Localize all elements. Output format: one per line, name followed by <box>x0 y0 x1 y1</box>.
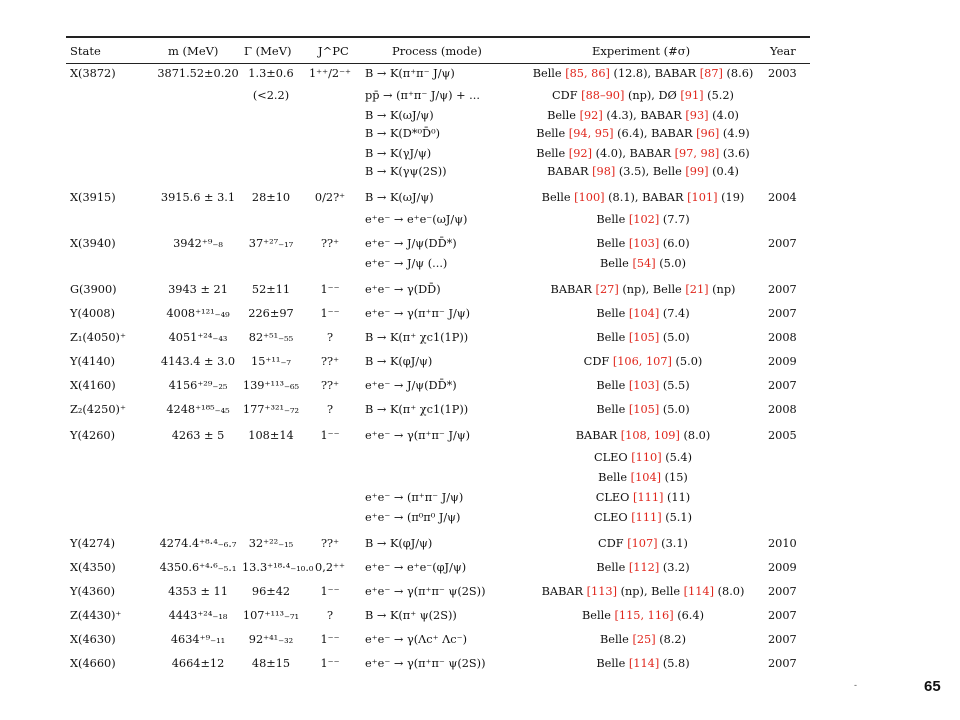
cell-mass <box>154 212 242 228</box>
cell-state: X(3872) <box>70 67 116 80</box>
cell-mass <box>154 450 242 466</box>
cell-experiment: CLEO [111] (11) <box>595 491 691 504</box>
cell-width <box>242 470 300 486</box>
cell-width <box>242 146 300 162</box>
cell-experiment: Belle [104] (7.4) <box>596 307 690 320</box>
cell-process: e⁺e⁻ → e⁺e⁻(ωJ/ψ) <box>365 213 468 226</box>
header-experiment: Experiment (#σ) <box>592 44 691 58</box>
cell-mass: 3871.52±0.20 <box>157 67 239 80</box>
cell-width <box>242 450 300 466</box>
cell-process: pp̄ → (π⁺π⁻ J/ψ) + ... <box>365 89 480 102</box>
cell-experiment: Belle [115, 116] (6.4) <box>582 609 704 622</box>
header-rule <box>66 63 810 64</box>
cell-mass: 4263 ± 5 <box>171 429 225 442</box>
cell-process: B → K(γJ/ψ) <box>365 147 432 160</box>
cell-process: e⁺e⁻ → γ(π⁺π⁻ J/ψ) <box>365 307 471 320</box>
cell-jpc <box>300 108 360 124</box>
cell-width <box>242 256 300 272</box>
cell-process: B → K(π⁺ χc1(1P)) <box>365 403 469 416</box>
cell-experiment: Belle [92] (4.3), BABAR [93] (4.0) <box>547 109 739 122</box>
cell-mass: 4143.4 ± 3.0 <box>160 355 236 368</box>
cell-experiment: BABAR [108, 109] (8.0) <box>575 429 711 442</box>
top-rule <box>66 36 810 38</box>
cell-width: 32⁺²²₋₁₅ <box>248 537 294 550</box>
cell-process: B → K(π⁺π⁻ J/ψ) <box>365 67 455 80</box>
cell-width: 1.3±0.6 <box>248 67 294 80</box>
cell-jpc <box>300 126 360 142</box>
cell-state: Z(4430)⁺ <box>70 609 122 622</box>
cell-process: B → K(φJ/ψ) <box>365 537 433 550</box>
cell-jpc <box>300 470 360 486</box>
cell-width: 48±15 <box>251 657 291 670</box>
cell-width <box>242 126 300 142</box>
cell-process: e⁺e⁻ → J/ψ(DD̄*) <box>365 379 457 392</box>
cell-year: 2007 <box>768 307 797 320</box>
cell-process: B → K(π⁺ ψ(2S)) <box>365 609 457 622</box>
cell-process: e⁺e⁻ → (π⁺π⁻ J/ψ) <box>365 491 464 504</box>
cell-mass: 4051⁺²⁴₋₄₃ <box>168 331 228 344</box>
cell-experiment: Belle [105] (5.0) <box>596 331 690 344</box>
cell-width: 92⁺⁴¹₋₃₂ <box>248 633 294 646</box>
states-table <box>62 32 810 687</box>
cell-jpc: ??⁺ <box>320 355 340 368</box>
cell-process: e⁺e⁻ → (π⁰π⁰ J/ψ) <box>365 511 461 524</box>
cell-mass: 4274.4⁺⁸·⁴₋₆.₇ <box>159 537 237 550</box>
page-number: 65 <box>924 678 941 695</box>
cell-process: e⁺e⁻ → γ(π⁺π⁻ ψ(2S)) <box>365 657 486 670</box>
cell-jpc: ??⁺ <box>320 379 340 392</box>
cell-mass <box>154 88 242 104</box>
cell-year: 2007 <box>768 283 797 296</box>
cell-mass: 4248⁺¹⁸⁵₋₄₅ <box>166 403 230 416</box>
cell-jpc: ??⁺ <box>320 237 340 250</box>
cell-experiment: CDF [107] (3.1) <box>598 537 688 550</box>
header-process: Process (mode) <box>392 44 482 58</box>
cell-mass <box>154 470 242 486</box>
cell-state: X(4160) <box>70 379 116 392</box>
cell-experiment: Belle [92] (4.0), BABAR [97, 98] (3.6) <box>536 147 750 160</box>
cell-jpc: 1⁻⁻ <box>320 429 340 442</box>
cell-width: 108±14 <box>248 429 294 442</box>
cell-mass <box>154 108 242 124</box>
cell-width: 96±42 <box>251 585 291 598</box>
cell-mass <box>154 126 242 142</box>
cell-jpc: ??⁺ <box>320 537 340 550</box>
cell-width: 226±97 <box>248 307 294 320</box>
cell-state: Y(4274) <box>70 537 116 550</box>
header-mass: m (MeV) <box>168 44 219 58</box>
cell-width <box>242 164 300 180</box>
cell-mass: 4350.6⁺⁴·⁶₋₅.₁ <box>159 561 237 574</box>
cell-year: 2008 <box>768 403 797 416</box>
cell-process: e⁺e⁻ → γ(π⁺π⁻ ψ(2S)) <box>365 585 486 598</box>
cell-process: B → K(ωJ/ψ) <box>365 109 434 122</box>
cell-experiment: Belle [54] (5.0) <box>599 257 687 270</box>
cell-jpc <box>300 450 360 466</box>
cell-experiment: BABAR [27] (np), Belle [21] (np) <box>550 283 736 296</box>
cell-process: B → K(γψ(2S)) <box>365 165 447 178</box>
cell-experiment: Belle [100] (8.1), BABAR [101] (19) <box>541 191 745 204</box>
header-year: Year <box>770 44 796 58</box>
cell-width: 28±10 <box>251 191 291 204</box>
cell-state: X(3940) <box>70 237 116 250</box>
cell-state: Y(4360) <box>70 585 116 598</box>
cell-jpc <box>300 88 360 104</box>
cell-jpc <box>300 212 360 228</box>
cell-state: Z₂(4250)⁺ <box>70 403 126 416</box>
cell-year: 2007 <box>768 237 797 250</box>
cell-jpc: 0/2?⁺ <box>314 191 346 204</box>
cell-width <box>242 212 300 228</box>
cell-width: 15⁺¹¹₋₇ <box>251 355 291 368</box>
cell-experiment: BABAR [98] (3.5), Belle [99] (0.4) <box>547 165 739 178</box>
cell-process: B → K(φJ/ψ) <box>365 355 433 368</box>
cell-state: Z₁(4050)⁺ <box>70 331 126 344</box>
cell-mass: 3943 ± 21 <box>168 283 228 296</box>
cell-jpc <box>300 164 360 180</box>
cell-mass: 3942⁺⁹₋₈ <box>173 237 223 250</box>
cell-width: 139⁺¹¹³₋₆₅ <box>242 379 300 392</box>
cell-jpc <box>300 510 360 526</box>
cell-jpc <box>300 490 360 506</box>
cell-mass: 4156⁺²⁹₋₂₅ <box>168 379 228 392</box>
cell-jpc: 1⁻⁻ <box>320 657 340 670</box>
cell-width: 52±11 <box>251 283 291 296</box>
cell-process: e⁺e⁻ → γ(DD̄) <box>365 283 441 296</box>
cell-year: 2007 <box>768 657 797 670</box>
cell-mass: 4008⁺¹²¹₋₄₉ <box>166 307 230 320</box>
cell-mass <box>154 490 242 506</box>
cell-state: X(4350) <box>70 561 116 574</box>
cell-jpc: 1⁺⁺/2⁻⁺ <box>308 67 352 80</box>
header-width: Γ (MeV) <box>244 44 292 58</box>
cell-width <box>242 108 300 124</box>
page-mark: - <box>854 680 857 690</box>
cell-process: e⁺e⁻ → J/ψ (...) <box>365 257 448 270</box>
cell-experiment: Belle [94, 95] (6.4), BABAR [96] (4.9) <box>536 127 750 140</box>
cell-process: e⁺e⁻ → γ(π⁺π⁻ J/ψ) <box>365 429 471 442</box>
cell-jpc <box>300 256 360 272</box>
cell-jpc: 1⁻⁻ <box>320 307 340 320</box>
cell-experiment: CLEO [110] (5.4) <box>593 451 692 464</box>
cell-year: 2007 <box>768 633 797 646</box>
cell-experiment: Belle [104] (15) <box>598 471 688 484</box>
cell-year: 2008 <box>768 331 797 344</box>
cell-process: B → K(π⁺ χc1(1P)) <box>365 331 469 344</box>
cell-mass: 4443⁺²⁴₋₁₈ <box>168 609 228 622</box>
cell-experiment: Belle [112] (3.2) <box>596 561 690 574</box>
cell-state: G(3900) <box>70 283 117 296</box>
cell-experiment: Belle [85, 86] (12.8), BABAR [87] (8.6) <box>532 67 754 80</box>
cell-process: e⁺e⁻ → e⁺e⁻(φJ/ψ) <box>365 561 467 574</box>
cell-width: (<2.2) <box>252 89 290 102</box>
cell-state: Y(4008) <box>70 307 116 320</box>
cell-width: 177⁺³²¹₋₇₂ <box>242 403 300 416</box>
cell-experiment: CDF [106, 107] (5.0) <box>583 355 703 368</box>
cell-mass <box>154 146 242 162</box>
cell-jpc: 1⁻⁻ <box>320 633 340 646</box>
cell-jpc: 0,2⁺⁺ <box>315 561 345 574</box>
header-state: State <box>70 44 101 58</box>
cell-state: Y(4260) <box>70 429 116 442</box>
cell-year: 2009 <box>768 561 797 574</box>
cell-year: 2009 <box>768 355 797 368</box>
cell-year: 2007 <box>768 379 797 392</box>
cell-jpc: ? <box>326 609 334 622</box>
cell-width: 82⁺⁵¹₋₅₅ <box>248 331 294 344</box>
cell-state: X(3915) <box>70 191 116 204</box>
cell-year: 2004 <box>768 191 797 204</box>
cell-experiment: CLEO [111] (5.1) <box>593 511 692 524</box>
cell-jpc: ? <box>326 403 334 416</box>
cell-mass <box>154 256 242 272</box>
cell-jpc: ? <box>326 331 334 344</box>
cell-mass <box>154 164 242 180</box>
cell-process: B → K(D*⁰D̄⁰) <box>365 127 441 140</box>
cell-experiment: Belle [105] (5.0) <box>596 403 690 416</box>
cell-experiment: Belle [114] (5.8) <box>596 657 690 670</box>
cell-process: e⁺e⁻ → γ(Λc⁺ Λc⁻) <box>365 633 467 646</box>
cell-width: 37⁺²⁷₋₁₇ <box>248 237 294 250</box>
header-jpc: J^PC <box>318 44 349 58</box>
cell-mass: 4664±12 <box>171 657 225 670</box>
cell-experiment: Belle [103] (6.0) <box>596 237 690 250</box>
cell-width <box>242 510 300 526</box>
cell-year: 2007 <box>768 585 797 598</box>
cell-width: 13.3⁺¹⁸·⁴₋₁₀.₀ <box>242 561 314 574</box>
cell-width: 107⁺¹¹³₋₇₁ <box>242 609 300 622</box>
cell-jpc: 1⁻⁻ <box>320 283 340 296</box>
cell-state: X(4630) <box>70 633 116 646</box>
cell-process: B → K(ωJ/ψ) <box>365 191 434 204</box>
cell-experiment: Belle [103] (5.5) <box>596 379 690 392</box>
cell-experiment: Belle [102] (7.7) <box>596 213 690 226</box>
cell-mass: 4353 ± 11 <box>168 585 228 598</box>
cell-year: 2010 <box>768 537 797 550</box>
cell-jpc: 1⁻⁻ <box>320 585 340 598</box>
cell-year: 2007 <box>768 609 797 622</box>
cell-experiment: Belle [25] (8.2) <box>599 633 687 646</box>
cell-year: 2005 <box>768 429 797 442</box>
cell-experiment: CDF [88–90] (np), DØ [91] (5.2) <box>552 89 734 102</box>
cell-experiment: BABAR [113] (np), Belle [114] (8.0) <box>541 585 745 598</box>
cell-mass <box>154 510 242 526</box>
cell-year: 2003 <box>768 67 797 80</box>
cell-state: Y(4140) <box>70 355 116 368</box>
cell-mass: 4634⁺⁹₋₁₁ <box>170 633 226 646</box>
cell-width <box>242 490 300 506</box>
cell-jpc <box>300 146 360 162</box>
cell-state: X(4660) <box>70 657 116 670</box>
cell-mass: 3915.6 ± 3.1 <box>160 191 236 204</box>
cell-process: e⁺e⁻ → J/ψ(DD̄*) <box>365 237 457 250</box>
